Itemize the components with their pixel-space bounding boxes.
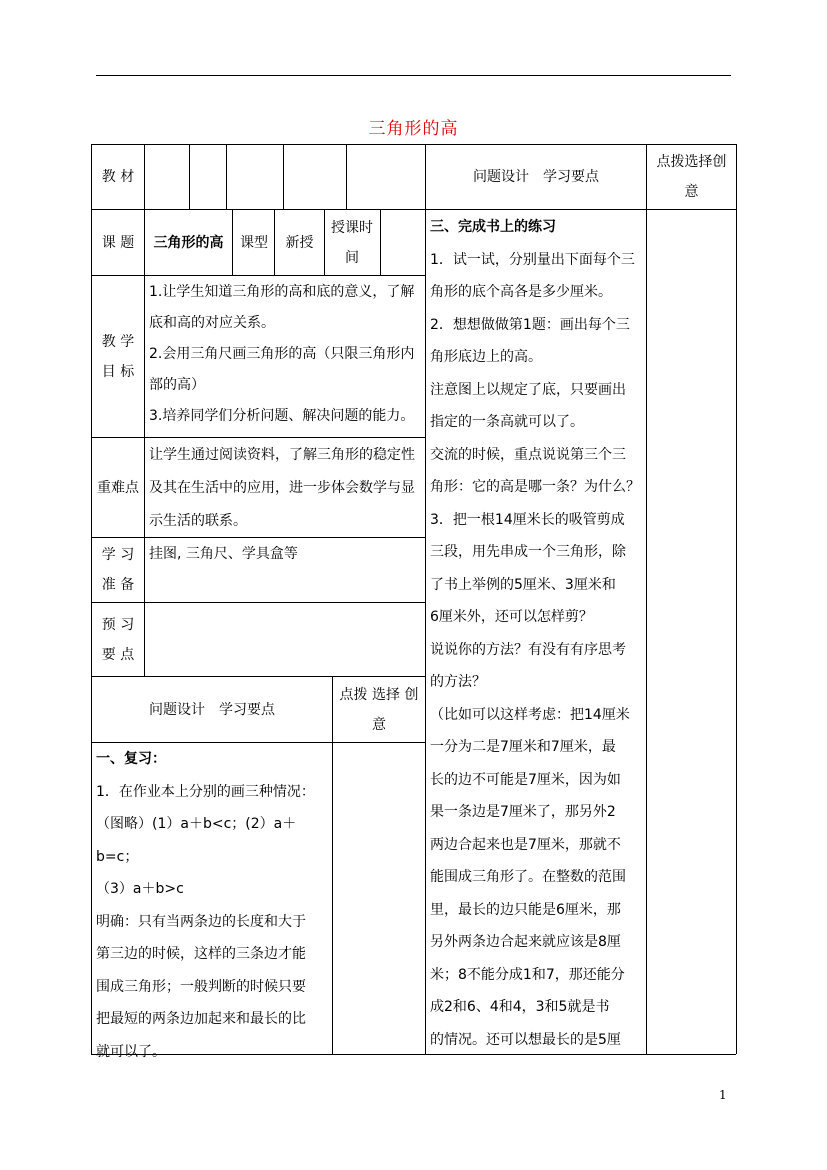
review-heading: 一、复习： xyxy=(96,751,166,767)
difficulty-label: 重难点 xyxy=(97,479,139,496)
row-divider xyxy=(91,437,425,438)
goal-item: 3.培养同学们分析问题、解决问题的能力。 xyxy=(149,408,415,424)
table-right-border xyxy=(736,144,737,1054)
lower-design-label: 问题设计 学习要点 xyxy=(149,701,275,718)
review-line: （3）a＋b>c xyxy=(96,881,184,897)
review-content xyxy=(96,743,330,1060)
practice-line: 三段，用先串成一个三角形，除 xyxy=(430,544,626,560)
goals-content xyxy=(149,277,423,437)
practice-line: （比如可以这样考虑：把14厘米 xyxy=(430,706,630,723)
keti-type-value: 新授 xyxy=(285,234,314,251)
practice-line: 1．试一试，分别量出下面每个三 xyxy=(430,251,635,268)
practice-line: 两边合起来也是7厘米，那就不 xyxy=(430,836,621,853)
column-divider xyxy=(324,209,325,275)
column-divider xyxy=(226,144,227,209)
practice-line: 3．把一根14厘米长的吸管剪成 xyxy=(430,511,625,528)
jiaocai-label: 教 材 xyxy=(101,169,135,185)
preview-label: 预 习 要 点 xyxy=(101,616,135,663)
practice-line: 角形：它的高是哪一条？为什么？ xyxy=(430,479,640,495)
keti-time-label: 授课时间 xyxy=(331,219,373,266)
practice-line: 角形的底个高各是多少厘米。 xyxy=(430,284,612,300)
row-divider xyxy=(91,275,425,276)
keti-label: 课 题 xyxy=(101,234,135,251)
page-number: 1 xyxy=(719,1088,727,1102)
column-divider xyxy=(646,144,647,1054)
design-header-label: 问题设计 学习要点 xyxy=(473,169,599,185)
header-rule xyxy=(96,75,731,76)
practice-line: 6厘米外，还可以怎样剪？ xyxy=(430,609,593,625)
practice-line: 一分为二是7厘米和7厘米，最 xyxy=(430,739,616,755)
column-divider xyxy=(346,144,347,209)
difficulty-text: 让学生通过阅读资料，了解三角形的稳定性及其在生活中的应用，进一步体会数学与显示生活的联系。 xyxy=(149,447,415,529)
practice-line: 果一条边是7厘米了，那另外2 xyxy=(430,804,616,820)
goal-item: 1.让学生知道三角形的高和底的意义，了解底和高的对应关系。 xyxy=(149,284,415,331)
practice-line: 的方法？ xyxy=(430,674,486,690)
preview-text xyxy=(149,603,423,676)
practice-content xyxy=(430,211,645,1053)
practice-line: 长的边不可能是7厘米，因为如 xyxy=(430,771,621,788)
practice-line: 了书上举例的5厘米、3厘米和 xyxy=(430,576,616,593)
goals-label: 教 学 目 标 xyxy=(101,333,135,380)
keti-type-label: 课型 xyxy=(240,234,268,251)
practice-line: 指定的一条高就可以了。 xyxy=(430,414,584,430)
column-divider xyxy=(283,144,284,209)
practice-line: 2．想想做做第1题：画出每个三 xyxy=(430,316,630,333)
practice-heading: 三、完成书上的练习 xyxy=(430,219,556,235)
practice-line: 成2和6、4和4，3和5就是书 xyxy=(430,999,610,1015)
review-line: 就可以了。 xyxy=(96,1043,166,1060)
review-line: 把最短的两条边加起来和最长的比 xyxy=(96,1011,306,1027)
review-line: 明确：只有当两条边的长度和大于 xyxy=(96,913,306,930)
practice-line: 另外两条边合起来就应该是8厘 xyxy=(430,934,621,950)
practice-line: 里，最长的边只能是6厘米，那 xyxy=(430,901,621,918)
keti-value: 三角形的高 xyxy=(153,234,224,251)
practice-line: 注意图上以规定了底，只要画出 xyxy=(430,381,626,398)
practice-line: 能围成三角形了。在整数的范围 xyxy=(430,869,626,885)
column-divider xyxy=(232,209,233,275)
practice-line: 交流的时候，重点说说第三个三 xyxy=(430,446,626,463)
table-left-border xyxy=(91,144,92,1054)
tips-header-label: 点拨选择创意 xyxy=(656,154,727,200)
practice-line: 角形底边上的高。 xyxy=(430,349,542,365)
page-title: 三角形的高 xyxy=(368,119,459,139)
column-divider xyxy=(380,209,381,275)
review-line: 第三边的时候，这样的三条边才能 xyxy=(96,946,306,962)
prep-text: 挂图, 三角尺、学具盒等 xyxy=(149,546,298,562)
lower-tips-label: 点拨 选择 创意 xyxy=(339,686,419,733)
practice-line: 说说你的方法？有没有有序思考 xyxy=(430,641,626,658)
column-divider xyxy=(189,144,190,209)
practice-line: 米；8不能分成1和7，那还能分 xyxy=(430,966,625,983)
prep-label: 学 习 准 备 xyxy=(101,547,135,593)
review-line: 1．在作业本上分别的画三种情况： xyxy=(96,783,315,800)
review-line: 围成三角形；一般判断的时候只要 xyxy=(96,978,306,995)
column-divider xyxy=(425,144,426,1054)
review-line: （图略）(1）a＋b<c；(2）a＋b=c； xyxy=(96,816,297,865)
goal-item: 2.会用三角尺画三角形的高（只限三角形内部的高） xyxy=(149,346,415,393)
practice-line: 的情况。还可以想最长的是5厘 xyxy=(430,1031,621,1048)
